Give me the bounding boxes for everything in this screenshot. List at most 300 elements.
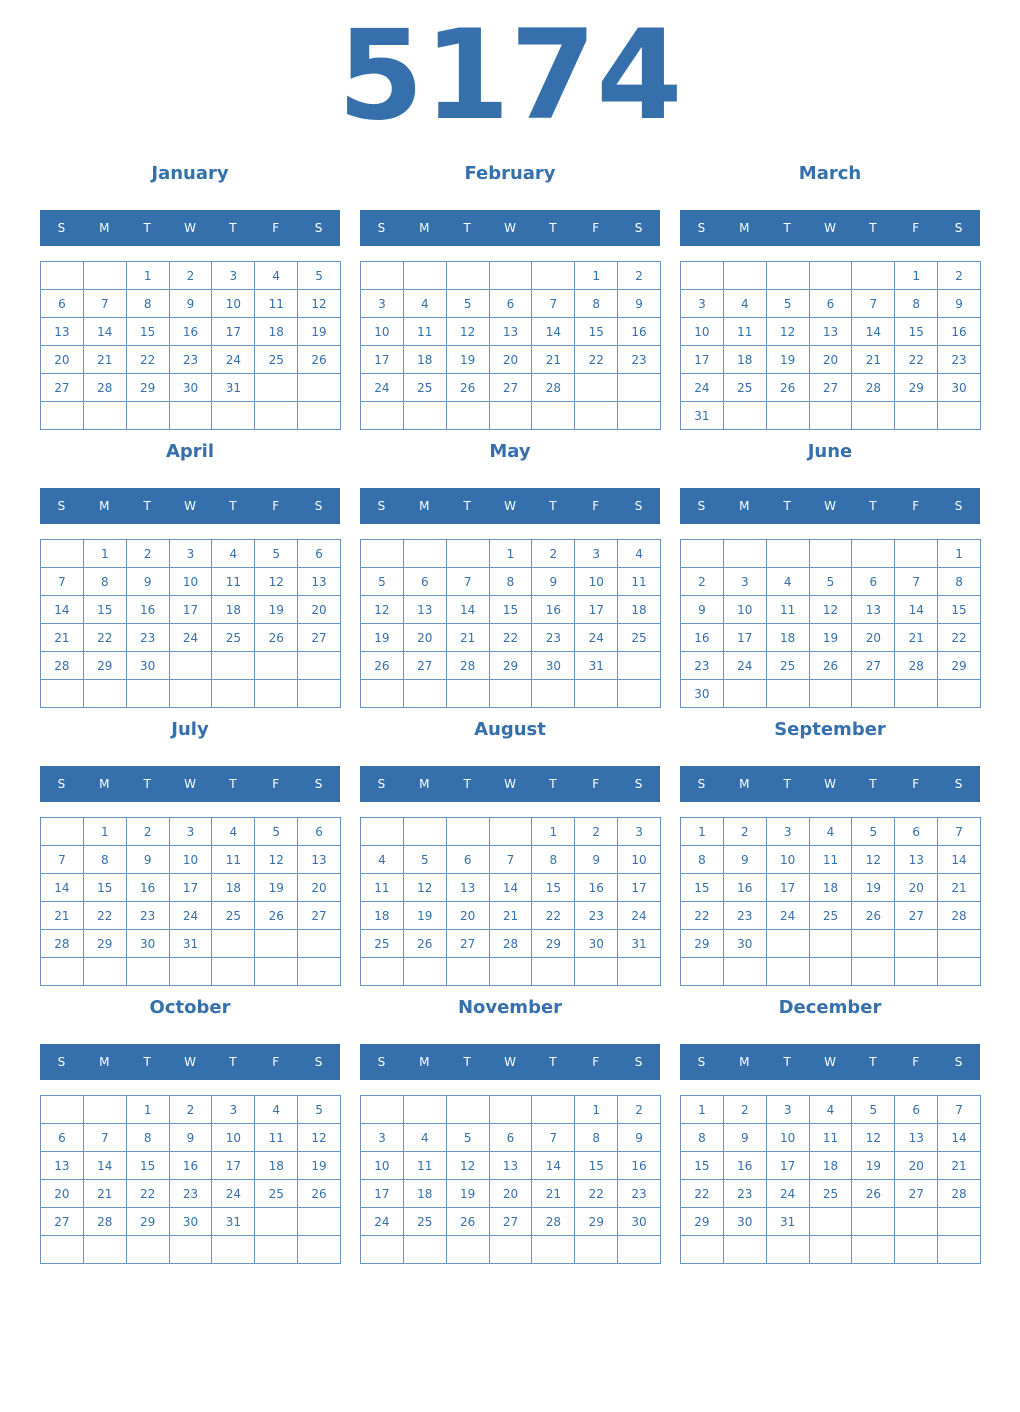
empty-day-cell <box>681 958 724 986</box>
day-cell: 30 <box>170 1208 213 1236</box>
empty-day-cell <box>298 1208 341 1236</box>
day-cell: 26 <box>361 652 404 680</box>
day-cell: 7 <box>938 818 981 846</box>
day-cell: 15 <box>84 874 127 902</box>
month-name: May <box>489 441 531 462</box>
day-cell: 23 <box>618 346 661 374</box>
day-grid <box>40 261 341 430</box>
day-cell: 2 <box>170 1096 213 1124</box>
empty-day-cell <box>852 930 895 958</box>
day-cell: 27 <box>895 902 938 930</box>
weekday-label: W <box>824 221 836 235</box>
weekday-label: S <box>634 221 643 235</box>
day-cell: 26 <box>404 930 447 958</box>
empty-day-cell <box>681 1236 724 1264</box>
day-cell: 21 <box>938 1152 981 1180</box>
day-cell: 24 <box>361 374 404 402</box>
day-cell: 31 <box>767 1208 810 1236</box>
weekday-label: S <box>634 499 643 513</box>
weekday-label: F <box>272 777 280 791</box>
empty-day-cell <box>852 680 895 708</box>
empty-day-cell <box>767 1236 810 1264</box>
day-cell: 24 <box>170 902 213 930</box>
weekday-label: T <box>783 777 791 791</box>
day-cell: 19 <box>447 1180 490 1208</box>
day-cell: 12 <box>447 318 490 346</box>
day-cell: 30 <box>618 1208 661 1236</box>
weekday-header <box>40 488 340 524</box>
day-cell: 3 <box>212 1096 255 1124</box>
day-cell: 12 <box>361 596 404 624</box>
empty-day-cell <box>298 402 341 430</box>
day-cell: 8 <box>84 568 127 596</box>
year-title: 5174 <box>337 4 683 148</box>
empty-day-cell <box>810 540 853 568</box>
day-cell: 14 <box>938 846 981 874</box>
day-cell: 13 <box>447 874 490 902</box>
day-cell: 21 <box>447 624 490 652</box>
empty-day-cell <box>447 680 490 708</box>
day-cell: 30 <box>170 374 213 402</box>
day-cell: 7 <box>490 846 533 874</box>
day-cell: 3 <box>724 568 767 596</box>
empty-day-cell <box>852 540 895 568</box>
day-cell: 23 <box>724 1180 767 1208</box>
day-cell: 16 <box>127 874 170 902</box>
day-cell: 28 <box>84 1208 127 1236</box>
empty-day-cell <box>810 262 853 290</box>
day-cell: 20 <box>895 1152 938 1180</box>
day-cell: 12 <box>298 1124 341 1152</box>
day-cell: 21 <box>938 874 981 902</box>
day-cell: 31 <box>681 402 724 430</box>
weekday-label: M <box>99 221 110 235</box>
weekday-header <box>360 1044 660 1080</box>
weekday-label: F <box>592 221 600 235</box>
weekday-label: S <box>314 499 323 513</box>
day-cell: 17 <box>724 624 767 652</box>
day-cell: 27 <box>447 930 490 958</box>
day-cell: 28 <box>852 374 895 402</box>
day-cell: 19 <box>852 1152 895 1180</box>
empty-day-cell <box>361 1236 404 1264</box>
day-cell: 16 <box>170 1152 213 1180</box>
day-cell: 18 <box>361 902 404 930</box>
day-cell: 29 <box>127 374 170 402</box>
day-cell: 1 <box>938 540 981 568</box>
day-cell: 4 <box>404 290 447 318</box>
day-cell: 26 <box>852 902 895 930</box>
day-cell: 12 <box>298 290 341 318</box>
empty-day-cell <box>255 1236 298 1264</box>
day-cell: 9 <box>681 596 724 624</box>
empty-day-cell <box>404 680 447 708</box>
day-cell: 16 <box>724 1152 767 1180</box>
day-cell: 10 <box>170 846 213 874</box>
day-cell: 9 <box>575 846 618 874</box>
day-cell: 21 <box>84 1180 127 1208</box>
weekday-label: W <box>184 221 196 235</box>
day-cell: 24 <box>170 624 213 652</box>
day-cell: 4 <box>255 262 298 290</box>
day-cell: 20 <box>298 596 341 624</box>
day-cell: 12 <box>852 846 895 874</box>
day-cell: 9 <box>618 1124 661 1152</box>
day-cell: 4 <box>724 290 767 318</box>
day-cell: 5 <box>298 262 341 290</box>
day-cell: 15 <box>532 874 575 902</box>
empty-day-cell <box>255 1208 298 1236</box>
day-cell: 18 <box>404 346 447 374</box>
day-cell: 22 <box>127 1180 170 1208</box>
empty-day-cell <box>575 1236 618 1264</box>
day-cell: 24 <box>681 374 724 402</box>
day-cell: 19 <box>298 318 341 346</box>
day-cell: 19 <box>255 596 298 624</box>
day-cell: 11 <box>212 846 255 874</box>
day-cell: 13 <box>41 1152 84 1180</box>
weekday-header <box>680 766 980 802</box>
day-cell: 25 <box>724 374 767 402</box>
day-cell: 21 <box>490 902 533 930</box>
weekday-label: T <box>869 499 877 513</box>
day-cell: 11 <box>810 1124 853 1152</box>
weekday-label: S <box>634 777 643 791</box>
empty-day-cell <box>84 1236 127 1264</box>
day-cell: 26 <box>447 374 490 402</box>
weekday-label: W <box>504 1055 516 1069</box>
day-grid <box>360 1095 661 1264</box>
day-cell: 17 <box>618 874 661 902</box>
day-cell: 8 <box>681 1124 724 1152</box>
day-cell: 14 <box>532 318 575 346</box>
day-cell: 25 <box>404 1208 447 1236</box>
weekday-label: M <box>739 777 750 791</box>
empty-day-cell <box>895 1236 938 1264</box>
month-name: January <box>151 163 229 184</box>
weekday-label: S <box>634 1055 643 1069</box>
empty-day-cell <box>404 1236 447 1264</box>
day-cell: 5 <box>447 290 490 318</box>
empty-day-cell <box>895 680 938 708</box>
empty-day-cell <box>361 680 404 708</box>
day-cell: 19 <box>810 624 853 652</box>
day-cell: 11 <box>255 1124 298 1152</box>
weekday-label: T <box>549 1055 557 1069</box>
day-cell: 27 <box>490 1208 533 1236</box>
empty-day-cell <box>41 958 84 986</box>
weekday-label: T <box>229 499 237 513</box>
weekday-header <box>680 210 980 246</box>
day-cell: 20 <box>447 902 490 930</box>
weekday-label: M <box>419 1055 430 1069</box>
day-grid <box>360 817 661 986</box>
empty-day-cell <box>212 652 255 680</box>
day-cell: 17 <box>170 874 213 902</box>
empty-day-cell <box>404 540 447 568</box>
day-cell: 26 <box>810 652 853 680</box>
day-cell: 25 <box>212 624 255 652</box>
empty-day-cell <box>84 1096 127 1124</box>
day-cell: 19 <box>255 874 298 902</box>
empty-day-cell <box>618 680 661 708</box>
weekday-label: M <box>419 777 430 791</box>
day-cell: 3 <box>767 1096 810 1124</box>
empty-day-cell <box>490 958 533 986</box>
weekday-label: T <box>463 777 471 791</box>
empty-day-cell <box>41 818 84 846</box>
empty-day-cell <box>810 930 853 958</box>
day-cell: 16 <box>170 318 213 346</box>
day-cell: 28 <box>938 1180 981 1208</box>
day-cell: 29 <box>938 652 981 680</box>
day-cell: 3 <box>681 290 724 318</box>
day-cell: 17 <box>681 346 724 374</box>
day-cell: 6 <box>490 290 533 318</box>
empty-day-cell <box>852 1236 895 1264</box>
day-cell: 25 <box>618 624 661 652</box>
day-cell: 25 <box>810 1180 853 1208</box>
weekday-label: S <box>57 221 66 235</box>
empty-day-cell <box>404 958 447 986</box>
day-cell: 1 <box>575 262 618 290</box>
day-cell: 3 <box>170 818 213 846</box>
empty-day-cell <box>404 402 447 430</box>
weekday-label: T <box>143 777 151 791</box>
empty-day-cell <box>170 652 213 680</box>
day-cell: 24 <box>212 1180 255 1208</box>
weekday-label: F <box>272 1055 280 1069</box>
day-cell: 31 <box>618 930 661 958</box>
empty-day-cell <box>575 680 618 708</box>
weekday-label: M <box>419 221 430 235</box>
day-cell: 30 <box>724 1208 767 1236</box>
weekday-label: F <box>592 777 600 791</box>
day-cell: 6 <box>490 1124 533 1152</box>
day-cell: 11 <box>361 874 404 902</box>
empty-day-cell <box>575 374 618 402</box>
day-cell: 17 <box>170 596 213 624</box>
month-december <box>680 993 980 1263</box>
day-cell: 10 <box>681 318 724 346</box>
day-cell: 15 <box>127 318 170 346</box>
empty-day-cell <box>255 652 298 680</box>
month-name: August <box>474 719 546 740</box>
empty-day-cell <box>447 540 490 568</box>
day-cell: 30 <box>724 930 767 958</box>
month-name: July <box>171 719 209 740</box>
day-cell: 11 <box>810 846 853 874</box>
day-cell: 10 <box>212 290 255 318</box>
day-cell: 10 <box>724 596 767 624</box>
day-cell: 7 <box>84 290 127 318</box>
day-cell: 24 <box>212 346 255 374</box>
weekday-label: F <box>592 1055 600 1069</box>
weekday-header <box>40 1044 340 1080</box>
day-cell: 6 <box>41 290 84 318</box>
day-cell: 14 <box>41 874 84 902</box>
day-cell: 27 <box>298 902 341 930</box>
empty-day-cell <box>212 680 255 708</box>
day-cell: 11 <box>724 318 767 346</box>
day-cell: 8 <box>84 846 127 874</box>
empty-day-cell <box>895 958 938 986</box>
day-cell: 4 <box>361 846 404 874</box>
day-cell: 29 <box>681 930 724 958</box>
day-cell: 24 <box>767 902 810 930</box>
empty-day-cell <box>724 958 767 986</box>
day-cell: 24 <box>724 652 767 680</box>
day-cell: 22 <box>575 346 618 374</box>
day-cell: 1 <box>681 1096 724 1124</box>
empty-day-cell <box>41 402 84 430</box>
weekday-label: S <box>954 1055 963 1069</box>
empty-day-cell <box>41 1096 84 1124</box>
weekday-label: T <box>869 1055 877 1069</box>
empty-day-cell <box>447 1096 490 1124</box>
empty-day-cell <box>810 958 853 986</box>
day-cell: 20 <box>41 1180 84 1208</box>
day-cell: 17 <box>361 1180 404 1208</box>
month-june <box>680 437 980 707</box>
empty-day-cell <box>767 680 810 708</box>
day-cell: 29 <box>895 374 938 402</box>
empty-day-cell <box>361 540 404 568</box>
day-cell: 22 <box>490 624 533 652</box>
day-cell: 27 <box>490 374 533 402</box>
day-cell: 5 <box>767 290 810 318</box>
day-cell: 6 <box>852 568 895 596</box>
day-cell: 10 <box>618 846 661 874</box>
empty-day-cell <box>404 1096 447 1124</box>
day-cell: 25 <box>361 930 404 958</box>
day-cell: 10 <box>170 568 213 596</box>
day-cell: 25 <box>255 1180 298 1208</box>
day-cell: 26 <box>447 1208 490 1236</box>
month-name: March <box>798 163 862 184</box>
day-cell: 26 <box>298 1180 341 1208</box>
day-cell: 12 <box>255 846 298 874</box>
day-cell: 14 <box>852 318 895 346</box>
empty-day-cell <box>532 958 575 986</box>
day-cell: 13 <box>895 1124 938 1152</box>
weekday-label: W <box>504 777 516 791</box>
empty-day-cell <box>852 958 895 986</box>
day-cell: 4 <box>255 1096 298 1124</box>
empty-day-cell <box>447 958 490 986</box>
day-cell: 21 <box>41 902 84 930</box>
day-cell: 26 <box>852 1180 895 1208</box>
day-cell: 19 <box>404 902 447 930</box>
weekday-label: M <box>739 221 750 235</box>
empty-day-cell <box>127 958 170 986</box>
day-cell: 28 <box>895 652 938 680</box>
day-cell: 20 <box>895 874 938 902</box>
weekday-header <box>40 210 340 246</box>
day-cell: 29 <box>681 1208 724 1236</box>
day-cell: 22 <box>575 1180 618 1208</box>
day-cell: 20 <box>852 624 895 652</box>
day-cell: 2 <box>127 818 170 846</box>
day-cell: 6 <box>298 540 341 568</box>
day-cell: 6 <box>810 290 853 318</box>
day-cell: 21 <box>852 346 895 374</box>
empty-day-cell <box>938 1208 981 1236</box>
day-cell: 2 <box>618 1096 661 1124</box>
day-cell: 1 <box>127 262 170 290</box>
empty-day-cell <box>170 402 213 430</box>
empty-day-cell <box>361 402 404 430</box>
day-cell: 29 <box>575 1208 618 1236</box>
empty-day-cell <box>681 540 724 568</box>
empty-day-cell <box>127 402 170 430</box>
day-cell: 9 <box>938 290 981 318</box>
day-cell: 19 <box>447 346 490 374</box>
empty-day-cell <box>84 262 127 290</box>
day-cell: 18 <box>810 874 853 902</box>
day-cell: 4 <box>767 568 810 596</box>
empty-day-cell <box>810 1236 853 1264</box>
day-cell: 11 <box>255 290 298 318</box>
month-name: September <box>774 719 886 740</box>
day-cell: 29 <box>532 930 575 958</box>
empty-day-cell <box>212 958 255 986</box>
empty-day-cell <box>618 958 661 986</box>
day-cell: 28 <box>938 902 981 930</box>
day-cell: 14 <box>532 1152 575 1180</box>
day-cell: 3 <box>212 262 255 290</box>
day-cell: 28 <box>84 374 127 402</box>
day-cell: 18 <box>767 624 810 652</box>
empty-day-cell <box>298 1236 341 1264</box>
day-cell: 22 <box>532 902 575 930</box>
empty-day-cell <box>618 652 661 680</box>
weekday-label: M <box>99 1055 110 1069</box>
empty-day-cell <box>938 1236 981 1264</box>
day-grid <box>680 261 981 430</box>
day-cell: 5 <box>852 1096 895 1124</box>
day-cell: 16 <box>532 596 575 624</box>
day-cell: 2 <box>170 262 213 290</box>
day-cell: 9 <box>127 568 170 596</box>
empty-day-cell <box>532 402 575 430</box>
day-cell: 29 <box>84 652 127 680</box>
day-cell: 2 <box>681 568 724 596</box>
empty-day-cell <box>490 1096 533 1124</box>
empty-day-cell <box>724 402 767 430</box>
day-cell: 27 <box>298 624 341 652</box>
day-cell: 5 <box>852 818 895 846</box>
day-cell: 3 <box>170 540 213 568</box>
empty-day-cell <box>490 680 533 708</box>
day-cell: 9 <box>724 846 767 874</box>
weekday-label: W <box>184 499 196 513</box>
day-cell: 12 <box>255 568 298 596</box>
day-cell: 4 <box>810 1096 853 1124</box>
day-cell: 7 <box>447 568 490 596</box>
day-cell: 8 <box>490 568 533 596</box>
empty-day-cell <box>255 930 298 958</box>
empty-day-cell <box>724 1236 767 1264</box>
empty-day-cell <box>361 262 404 290</box>
day-cell: 28 <box>490 930 533 958</box>
empty-day-cell <box>724 262 767 290</box>
empty-day-cell <box>170 958 213 986</box>
day-cell: 13 <box>41 318 84 346</box>
day-cell: 6 <box>41 1124 84 1152</box>
day-cell: 22 <box>895 346 938 374</box>
day-cell: 13 <box>404 596 447 624</box>
